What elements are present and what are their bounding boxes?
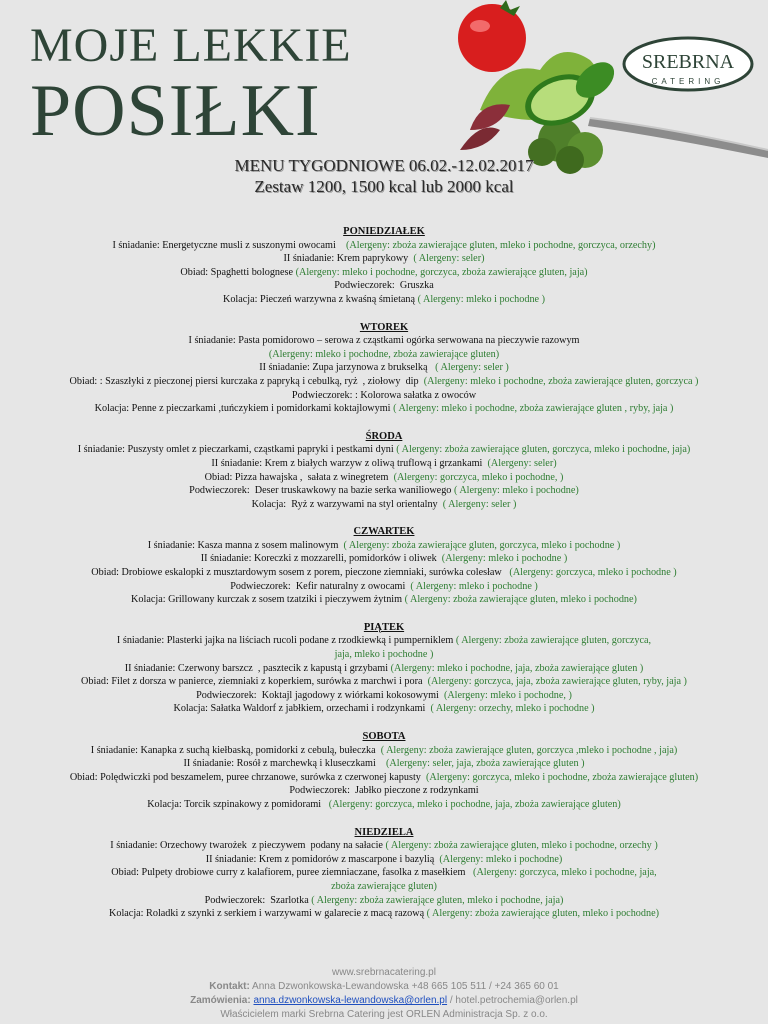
meal-line: [0, 566, 768, 580]
salad-fork-illustration: [440, 0, 768, 180]
meal-text: Kolacja: Pieczeń warzywna z kwaśną śmietaną: [222, 293, 418, 305]
meal-text: Podwieczorek: : Kolorowa sałatka z owoców: [291, 389, 477, 401]
meal-text: Obiad: : Szaszłyki z pieczonej piersi kurczaka z papryką i cebulką, ryż , ziołowy dip: [69, 375, 424, 387]
meal-line: [0, 839, 768, 853]
orders-label: Zamówienia:: [190, 995, 251, 1006]
allergens-text: (Alergeny: mleko i pochodne): [439, 853, 563, 865]
footer-owner: Właścicielem marki Srebrna Catering jest ORLEN Administracja Sp. z o.o.: [220, 1009, 548, 1020]
meal-line: [0, 443, 768, 457]
meal-text: I śniadanie: Puszysty omlet z pieczarkami, cząstkami papryki i pestkami dyni: [77, 444, 397, 456]
allergens-text: (Alergeny: zboża zawierające gluten, mleko i pochodne, gorczyca, orzechy): [345, 239, 656, 251]
allergens-text: ( Alergeny: zboża zawierające gluten, gorczyca, mleko i pochodne, jaja): [396, 444, 691, 456]
meal-line: [0, 361, 768, 375]
day-section: [0, 525, 768, 607]
meal-line: [0, 675, 768, 689]
meal-text: Podwieczorek: Deser truskawkowy na bazie serka waniliowego: [189, 485, 454, 497]
meal-text: Kolacja: Grillowany kurczak z sosem tzatziki i pieczywem żytnim: [131, 594, 405, 606]
meal-text: Podwieczorek: Jabłko pieczone z rodzynkami: [289, 785, 479, 797]
allergens-text: ( Alergeny: mleko i pochodne ): [417, 293, 546, 305]
allergens-text: ( Alergeny: seler ): [442, 498, 517, 510]
weekly-menu: [0, 225, 768, 935]
allergens-text: (Alergeny: gorczyca, mleko i pochodne ): [509, 567, 677, 579]
meal-line: [0, 880, 768, 894]
meal-line: [0, 266, 768, 280]
allergens-text: ( Alergeny: seler ): [435, 362, 509, 374]
day-heading: SOBOTA: [362, 731, 406, 742]
allergens-text: ( Alergeny: zboża zawierające gluten, mleko i pochodne, jaja): [311, 894, 564, 906]
meal-line: [0, 239, 768, 253]
allergens-text: ( Alergeny: mleko i pochodne): [453, 485, 579, 497]
srebrna-logo: [624, 38, 752, 90]
meal-line: [0, 894, 768, 908]
meal-line: [0, 402, 768, 416]
meal-text: Kolacja: Penne z pieczarkami ,tuńczykiem i pomidorkami koktajlowymi: [94, 403, 394, 415]
allergens-text: ( Alergeny: orzechy, mleko i pochodne ): [430, 703, 595, 715]
footer-orders: [0, 994, 768, 1008]
menu-subtitle: [0, 155, 768, 197]
logo-sub: CATERING: [651, 77, 725, 86]
meal-line: [0, 457, 768, 471]
meal-text: Podwieczorek: Kefir naturalny z owocami: [230, 580, 411, 592]
day-heading: WTOREK: [359, 321, 409, 333]
menu-kcal: Zestaw 1200, 1500 kcal lub 2000 kcal: [254, 177, 514, 196]
meal-line: [0, 744, 768, 758]
meal-text: I śniadanie: Plasterki jajka na liściach rucoli podane z rzodkiewką i pumperniklem: [116, 635, 456, 647]
footer-contact: [0, 980, 768, 994]
meal-text: Obiad: Drobiowe eskalopki z musztardowym sosem z porem, pieczone ziemniaki, surówka colesław: [91, 567, 510, 579]
meal-line: [0, 334, 768, 348]
footer-website: www.srebrnacatering.pl: [332, 967, 436, 978]
allergens-text: (Alergeny: seler): [487, 457, 557, 469]
meal-text: Obiad: Pizza hawajska , sałata z winegretem: [204, 471, 394, 483]
allergens-text: (Alergeny: mleko i pochodne, gorczyca, zboża zawierające gluten, jaja): [295, 266, 588, 278]
allergens-text: ( Alergeny: zboża zawierające gluten, gorczyca ,mleko i pochodne , jaja): [380, 744, 678, 756]
meal-line: [0, 798, 768, 812]
allergens-text: (Alergeny: seler, jaja, zboża zawierające gluten ): [386, 758, 585, 770]
menu-week: MENU TYGODNIOWE 06.02.-12.02.2017: [234, 156, 534, 175]
day-heading: NIEDZIELA: [354, 826, 414, 838]
meal-text: II śniadanie: Krem z pomidorów z mascarpone i bazylią: [205, 853, 440, 865]
title-line-1: MOJE LEKKIE: [30, 19, 352, 72]
meal-text: I śniadanie: Orzechowy twarożek z pieczywem podany na sałacie: [110, 840, 386, 852]
meal-text: II śniadanie: Czerwony barszcz , pasztecik z kapustą i grzybami: [124, 662, 391, 674]
meal-text: I śniadanie: Pasta pomidorowo – serowa z cząstkami ogórka serwowana na pieczywie razowym: [188, 335, 580, 347]
meal-line: [0, 757, 768, 771]
fork-icon: [588, 118, 768, 158]
meal-line: [0, 648, 768, 662]
contact-text: Anna Dzwonkowska-Lewandowska +48 665 105 511 / +24 365 60 01: [249, 981, 559, 992]
orders-rest: / hotel.petrochemia@orlen.pl: [447, 995, 578, 1006]
day-heading: PONIEDZIAŁEK: [343, 226, 425, 237]
meal-line: [0, 866, 768, 880]
tomato-icon: [458, 0, 526, 72]
meal-line: [0, 389, 768, 403]
meal-line: [0, 702, 768, 716]
day-heading: ŚRODA: [365, 430, 403, 442]
allergens-text: (Alergeny: mleko i pochodne, jaja, zboża zawierające gluten ): [390, 662, 644, 674]
meal-text: Obiad: Filet z dorsza w panierce, ziemniaki z koperkiem, surówka z marchwi i pora: [81, 676, 428, 688]
meal-text: Kolacja: Ryż z warzywami na styl orientalny: [251, 498, 443, 510]
day-section: [0, 430, 768, 512]
meal-line: [0, 484, 768, 498]
meal-text: I śniadanie: Kasza manna z sosem malinowym: [147, 539, 344, 551]
allergens-text: ( Alergeny: seler): [413, 253, 485, 265]
meal-line: [0, 593, 768, 607]
allergens-text: (Alergeny: mleko i pochodne, ): [443, 689, 572, 701]
footer: [0, 966, 768, 1022]
day-heading: CZWARTEK: [353, 526, 415, 538]
meal-line: [0, 634, 768, 648]
day-section: [0, 621, 768, 716]
allergens-text: (Alergeny: mleko i pochodne ): [441, 553, 568, 565]
title-line-2: POSIŁKI: [30, 70, 321, 152]
day-section: [0, 826, 768, 921]
allergens-text: (Alergeny: gorczyca, mleko i pochodne, zboża zawierające gluten): [425, 771, 699, 783]
meal-text: Podwieczorek: Szarlotka: [204, 894, 312, 906]
allergens-text: ( Alergeny: zboża zawierające gluten, mleko i pochodne, orzechy ): [385, 840, 658, 852]
allergens-text: ( Alergeny: zboża zawierające gluten, gorczyca, mleko i pochodne ): [343, 539, 621, 551]
meal-line: [0, 662, 768, 676]
meal-text: Obiad: Spaghetti bolognese: [180, 266, 296, 278]
meal-text: I śniadanie: Energetyczne musli z suszonymi owocami: [112, 239, 346, 251]
allergens-text: (Alergeny: gorczyca, jaja, zboża zawierające gluten, ryby, jaja ): [427, 676, 687, 688]
meal-text: Podwieczorek: Gruszka: [334, 280, 434, 292]
meal-line: [0, 252, 768, 266]
meal-line: [0, 539, 768, 553]
meal-text: Obiad: Pulpety drobiowe curry z kalafiorem, puree ziemniaczane, fasolka z masełkiem: [111, 867, 474, 879]
day-heading: PIĄTEK: [363, 621, 405, 633]
allergens-text: (Alergeny: gorczyca, mleko i pochodne, jaja,: [473, 867, 657, 879]
meal-line: [0, 853, 768, 867]
allergens-text: ( Alergeny: mleko i pochodne ): [410, 580, 538, 592]
meal-line: [0, 293, 768, 307]
meal-line: [0, 907, 768, 921]
allergens-text: (Alergeny: mleko i pochodne, zboża zawierające gluten, gorczyca ): [423, 375, 699, 387]
meal-text: II śniadanie: Krem z białych warzyw z oliwą truflową i grzankami: [211, 457, 488, 469]
meal-line: [0, 279, 768, 293]
day-section: [0, 730, 768, 812]
meal-line: [0, 771, 768, 785]
contact-label: Kontakt:: [209, 981, 250, 992]
meal-text: Podwieczorek: Koktajl jagodowy z wiórkami kokosowymi: [196, 689, 444, 701]
allergens-text: ( Alergeny: mleko i pochodne, zboża zawierające gluten , ryby, jaja ): [393, 403, 674, 415]
allergens-text: ( Alergeny: zboża zawierające gluten, mleko i pochodne): [404, 594, 637, 606]
day-section: [0, 225, 768, 307]
meal-line: [0, 471, 768, 485]
meal-line: [0, 580, 768, 594]
meal-line: [0, 348, 768, 362]
meal-text: Kolacja: Torcik szpinakowy z pomidorami: [147, 798, 329, 810]
allergens-text: (Alergeny: mleko i pochodne, zboża zawierające gluten): [268, 348, 500, 360]
meal-line: [0, 784, 768, 798]
meal-text: II śniadanie: Koreczki z mozzarelli, pomidorków i oliwek: [200, 553, 442, 565]
meal-line: [0, 689, 768, 703]
logo-name: SREBRNA: [641, 51, 735, 73]
meal-text: I śniadanie: Kanapka z suchą kiełbaską, pomidorki z cebulą, bułeczka: [90, 744, 381, 756]
meal-line: [0, 498, 768, 512]
day-section: [0, 321, 768, 416]
meal-text: II śniadanie: Rosół z marchewką i kluseczkami: [183, 758, 387, 770]
meal-text: Kolacja: Sałatka Waldorf z jabłkiem, orzechami i rodzynkami: [173, 703, 431, 715]
meal-line: [0, 375, 768, 389]
orders-email-link[interactable]: anna.dzwonkowska-lewandowska@orlen.pl: [253, 995, 448, 1006]
meal-text: Obiad: Polędwiczki pod beszamelem, puree chrzanowe, surówka z czerwonej kapusty: [69, 771, 426, 783]
page-title: [30, 19, 352, 152]
meal-text: Kolacja: Roladki z szynki z serkiem i warzywami w galarecie z macą razową: [109, 908, 427, 920]
allergens-text: ( Alergeny: zboża zawierające gluten, mleko i pochodne): [426, 908, 659, 920]
allergens-text: jaja, mleko i pochodne ): [334, 649, 434, 661]
meal-text: II śniadanie: Zupa jarzynowa z brukselką: [259, 362, 436, 374]
allergens-text: ( Alergeny: zboża zawierające gluten, gorczyca,: [455, 635, 652, 647]
allergens-text: zboża zawierające gluten): [331, 880, 437, 892]
meal-line: [0, 552, 768, 566]
allergens-text: (Alergeny: gorczyca, mleko i pochodne, jaja, zboża zawierające gluten): [328, 798, 621, 810]
allergens-text: (Alergeny: gorczyca, mleko i pochodne, ): [393, 471, 564, 483]
meal-text: II śniadanie: Krem paprykowy: [283, 253, 414, 265]
